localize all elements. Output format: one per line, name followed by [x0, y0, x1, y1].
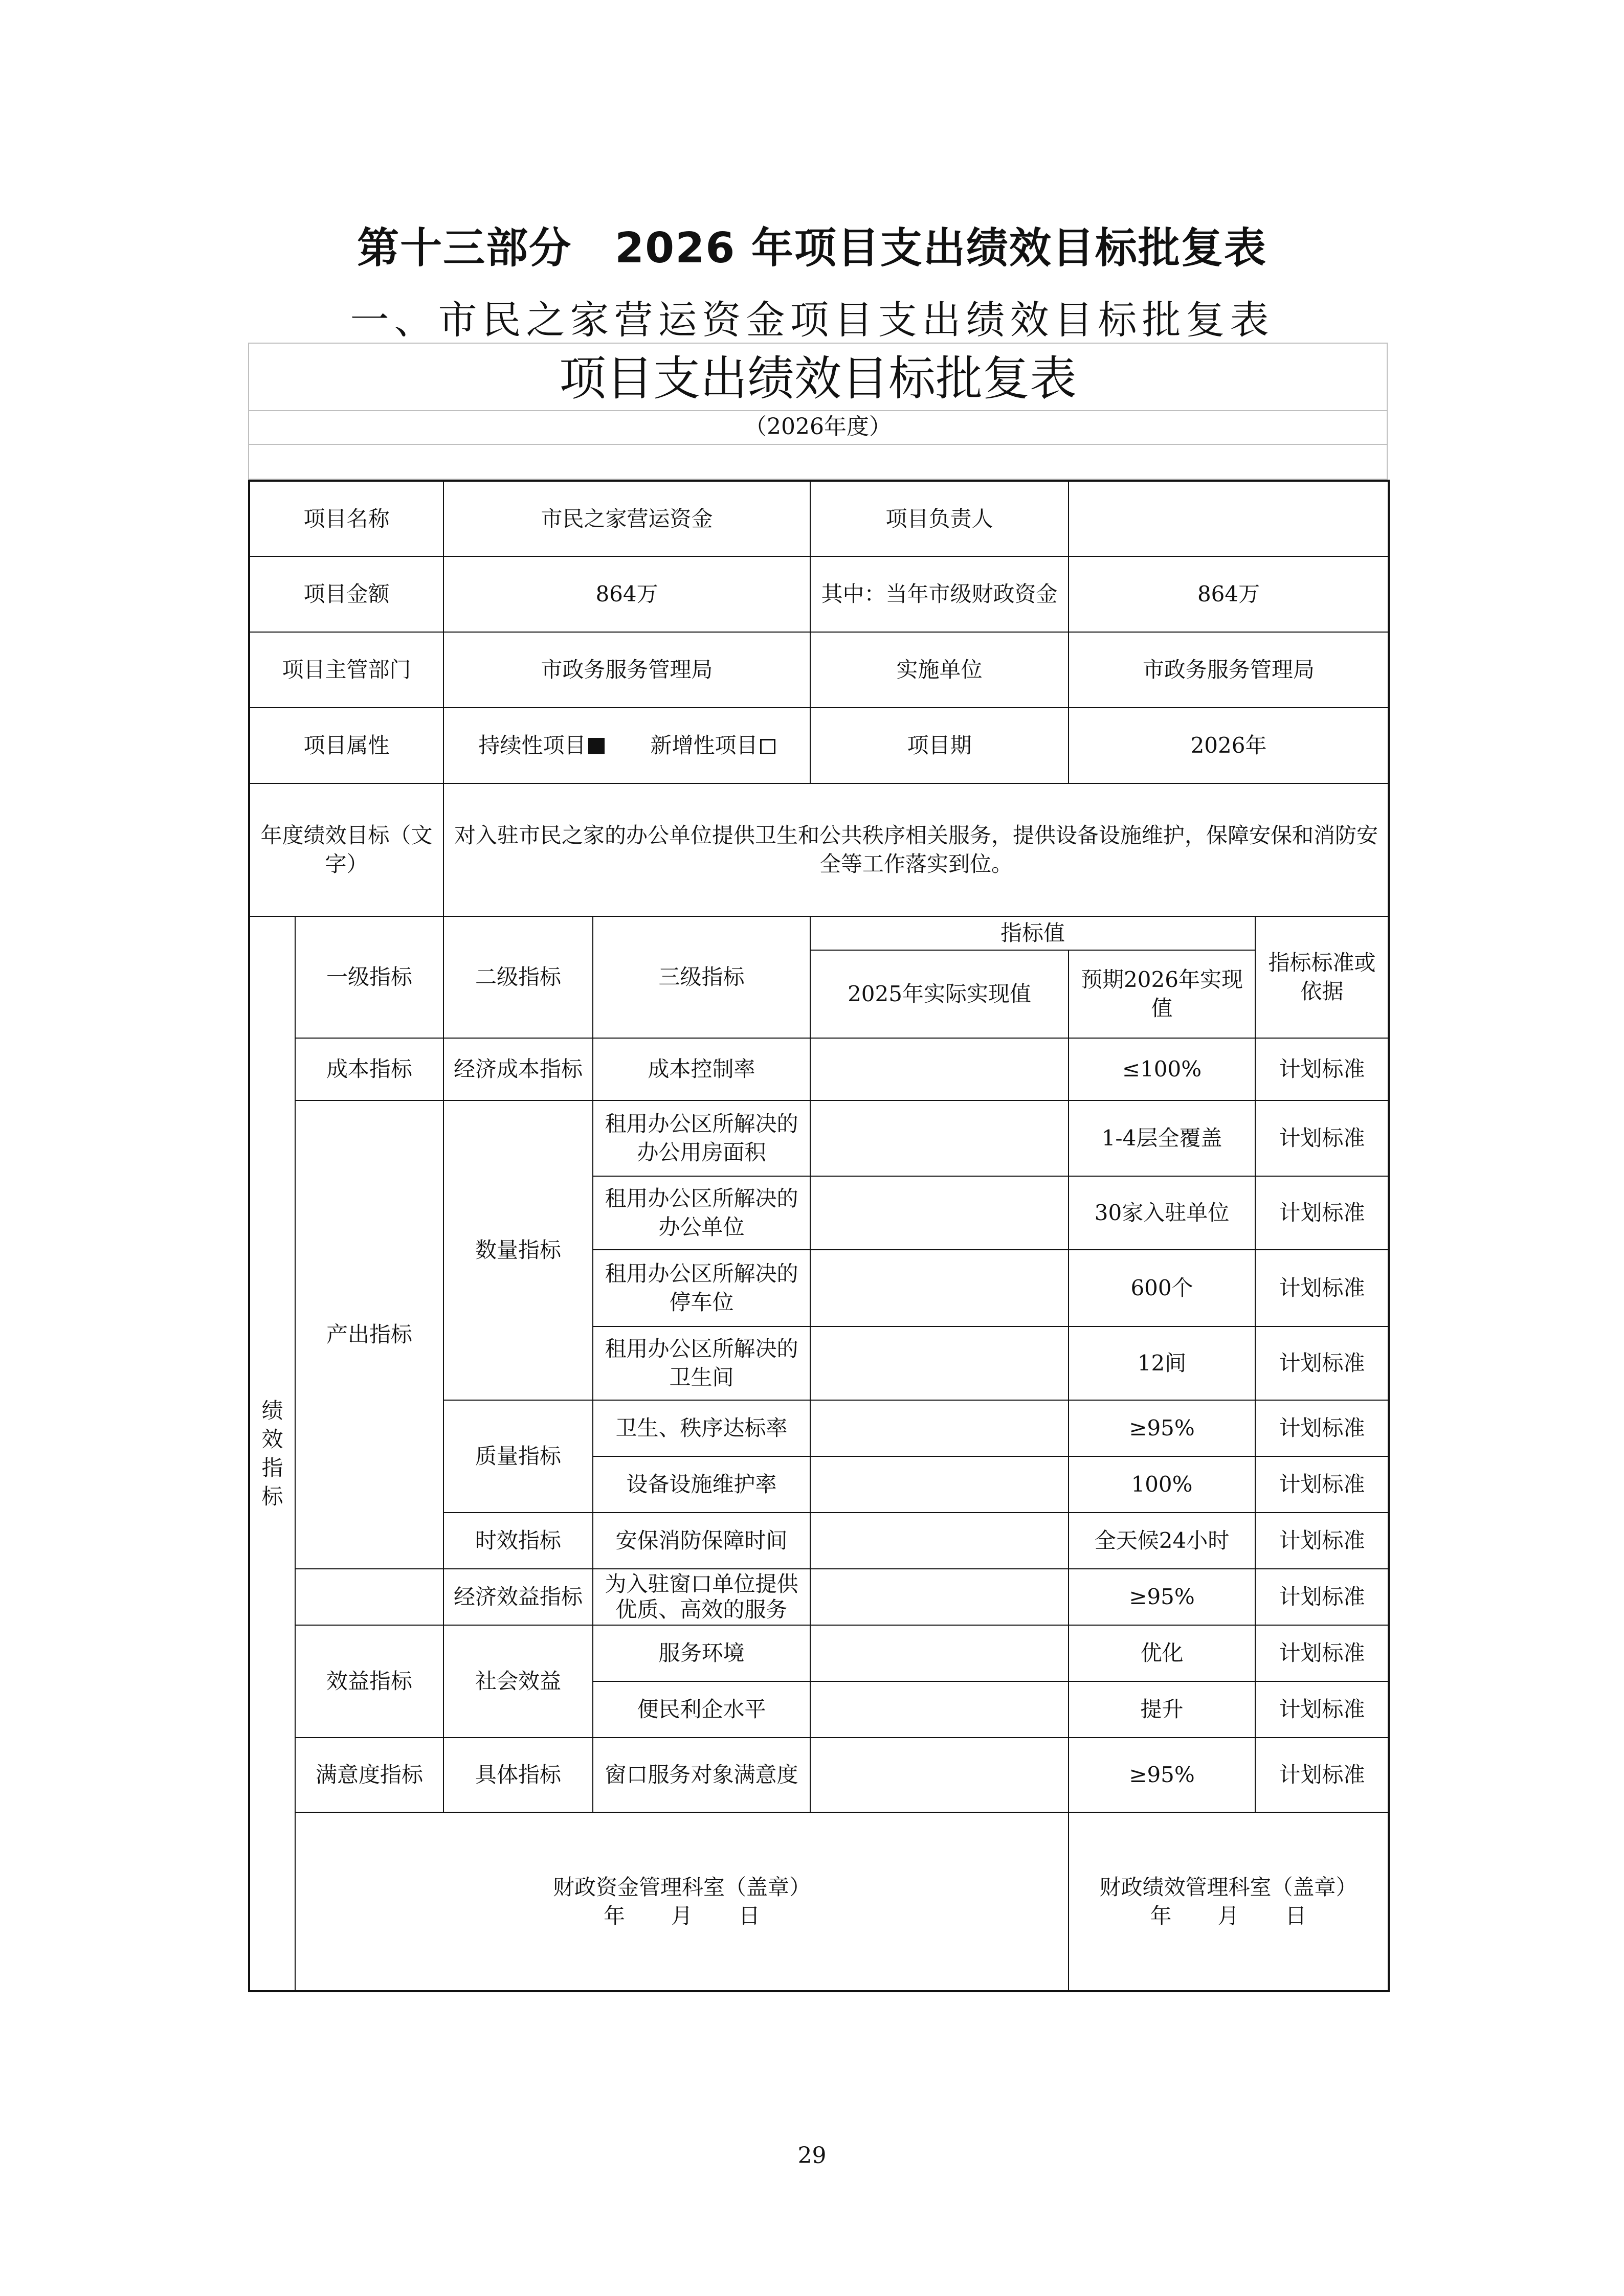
cost-expected: ≤100%: [1069, 1038, 1255, 1100]
ql1-expected: ≥95%: [1069, 1400, 1255, 1456]
cost-l2: 经济成本指标: [443, 1038, 593, 1100]
ql2-basis: 计划标准: [1255, 1456, 1389, 1513]
row-economic-benefit: [249, 1569, 1389, 1625]
quality-l2: 质量指标: [443, 1400, 593, 1513]
s1-basis: 计划标准: [1255, 1625, 1389, 1681]
q2-basis: 计划标准: [1255, 1176, 1389, 1250]
row-department: [249, 632, 1389, 708]
output-l1: 产出指标: [295, 1100, 443, 1569]
left-office-label: 财政资金管理科室（盖章）: [553, 1874, 811, 1900]
attr-label: 项目属性: [249, 708, 443, 783]
q1-expected: 1-4层全覆盖: [1069, 1100, 1255, 1176]
row-social-1: [249, 1625, 1389, 1681]
time-expected: 全天候24小时: [1069, 1513, 1255, 1569]
city-fund-label: 其中：当年市级财政资金: [810, 556, 1069, 632]
signature-right: [1069, 1812, 1389, 1991]
ql2-actual: [810, 1456, 1069, 1513]
s2-expected: 提升: [1069, 1681, 1255, 1738]
attr-new-label: 新增性项目: [650, 733, 758, 758]
page-number: 29: [797, 2143, 827, 2169]
sat-basis: 计划标准: [1255, 1738, 1389, 1812]
right-office-label: 财政绩效管理科室（盖章）: [1099, 1874, 1358, 1900]
s2-l3: 便民利企水平: [593, 1681, 810, 1738]
row-annual-goal: [249, 783, 1389, 916]
row-satisfaction: [249, 1738, 1389, 1812]
cost-basis: 计划标准: [1255, 1038, 1389, 1100]
goal-text: 对入驻市民之家的办公单位提供卫生和公共秩序相关服务，提供设备设施维护，保障安保和消防安全等工作落实到位。: [443, 783, 1389, 916]
project-name-value: 市民之家营运资金: [443, 481, 810, 556]
q4-actual: [810, 1326, 1069, 1400]
q3-basis: 计划标准: [1255, 1250, 1389, 1326]
value-group-header: 指标值: [810, 916, 1255, 950]
econ-basis: 计划标准: [1255, 1569, 1389, 1625]
checked-box-icon: [588, 738, 605, 754]
s1-expected: 优化: [1069, 1625, 1255, 1681]
ql2-l3: 设备设施维护率: [593, 1456, 810, 1513]
period-value: 2026年: [1069, 708, 1389, 783]
attr-value: [443, 708, 810, 783]
ql1-actual: [810, 1400, 1069, 1456]
level1-header: 一级指标: [295, 916, 443, 1038]
leader-value: [1069, 481, 1389, 556]
q1-basis: 计划标准: [1255, 1100, 1389, 1176]
cost-l1: 成本指标: [295, 1038, 443, 1100]
row-attribute: [249, 708, 1389, 783]
part-title: 第十三部分 2026 年项目支出绩效目标批复表: [357, 224, 1267, 273]
attr-continuing-label: 持续性项目: [478, 733, 586, 758]
project-name-label: 项目名称: [249, 481, 443, 556]
time-basis: 计划标准: [1255, 1513, 1389, 1569]
q3-actual: [810, 1250, 1069, 1326]
q3-expected: 600个: [1069, 1250, 1255, 1326]
cost-actual: [810, 1038, 1069, 1100]
city-fund-value: 864万: [1069, 556, 1389, 632]
q2-l3: 租用办公区所解决的办公单位: [593, 1176, 810, 1250]
impl-label: 实施单位: [810, 632, 1069, 708]
right-date: 年 月 日: [1150, 1903, 1307, 1928]
q1-actual: [810, 1100, 1069, 1176]
sat-l1: 满意度指标: [295, 1738, 443, 1812]
quantity-l2: 数量指标: [443, 1100, 593, 1400]
row-indicator-header-top: [249, 916, 1389, 950]
sat-expected: ≥95%: [1069, 1738, 1255, 1812]
ql1-l3: 卫生、秩序达标率: [593, 1400, 810, 1456]
row-signatures: [249, 1812, 1389, 1991]
form-title: 项目支出绩效目标批复表: [249, 344, 1387, 411]
level2-header: 二级指标: [443, 916, 593, 1038]
signature-left: [295, 1812, 1069, 1991]
econ-l3: 为入驻窗口单位提供优质、高效的服务: [593, 1569, 810, 1625]
form-header: [248, 343, 1388, 480]
econ-expected: ≥95%: [1069, 1569, 1255, 1625]
sat-actual: [810, 1738, 1069, 1812]
period-label: 项目期: [810, 708, 1069, 783]
benefit-l1: 效益指标: [295, 1625, 443, 1738]
leader-label: 项目负责人: [810, 481, 1069, 556]
unchecked-box-icon: [760, 739, 775, 754]
ql1-basis: 计划标准: [1255, 1400, 1389, 1456]
expected-2026-header: 预期2026年实现值: [1069, 950, 1255, 1038]
amount-value: 864万: [443, 556, 810, 632]
s2-actual: [810, 1681, 1069, 1738]
impl-value: 市政务服务管理局: [1069, 632, 1389, 708]
q4-basis: 计划标准: [1255, 1326, 1389, 1400]
row-amount: [249, 556, 1389, 632]
left-date: 年 月 日: [603, 1903, 761, 1928]
actual-2025-header: 2025年实际实现值: [810, 950, 1069, 1038]
q2-actual: [810, 1176, 1069, 1250]
econ-l1: [295, 1569, 443, 1625]
amount-label: 项目金额: [249, 556, 443, 632]
s1-actual: [810, 1625, 1069, 1681]
row-project-name: [249, 481, 1389, 556]
time-actual: [810, 1513, 1069, 1569]
social-l2: 社会效益: [443, 1625, 593, 1738]
s1-l3: 服务环境: [593, 1625, 810, 1681]
cost-l3: 成本控制率: [593, 1038, 810, 1100]
goal-label: 年度绩效目标（文字）: [249, 783, 443, 916]
section-title: 一、市民之家营运资金项目支出绩效目标批复表: [350, 297, 1274, 343]
dept-label: 项目主管部门: [249, 632, 443, 708]
performance-table: [248, 480, 1390, 1992]
q3-l3: 租用办公区所解决的停车位: [593, 1250, 810, 1326]
time-l2: 时效指标: [443, 1513, 593, 1569]
q4-expected: 12间: [1069, 1326, 1255, 1400]
row-cost: [249, 1038, 1389, 1100]
basis-header: 指标标准或依据: [1255, 916, 1389, 1038]
q4-l3: 租用办公区所解决的卫生间: [593, 1326, 810, 1400]
time-l3: 安保消防保障时间: [593, 1513, 810, 1569]
q1-l3: 租用办公区所解决的办公用房面积: [593, 1100, 810, 1176]
econ-actual: [810, 1569, 1069, 1625]
indicator-category: 绩效指标: [249, 916, 295, 1991]
ql2-expected: 100%: [1069, 1456, 1255, 1513]
row-quantity-1: [249, 1100, 1389, 1176]
s2-basis: 计划标准: [1255, 1681, 1389, 1738]
level3-header: 三级指标: [593, 916, 810, 1038]
dept-value: 市政务服务管理局: [443, 632, 810, 708]
sat-l3: 窗口服务对象满意度: [593, 1738, 810, 1812]
q2-expected: 30家入驻单位: [1069, 1176, 1255, 1250]
form-year: （2026年度）: [249, 410, 1387, 445]
econ-l2: 经济效益指标: [443, 1569, 593, 1625]
sat-l2: 具体指标: [443, 1738, 593, 1812]
